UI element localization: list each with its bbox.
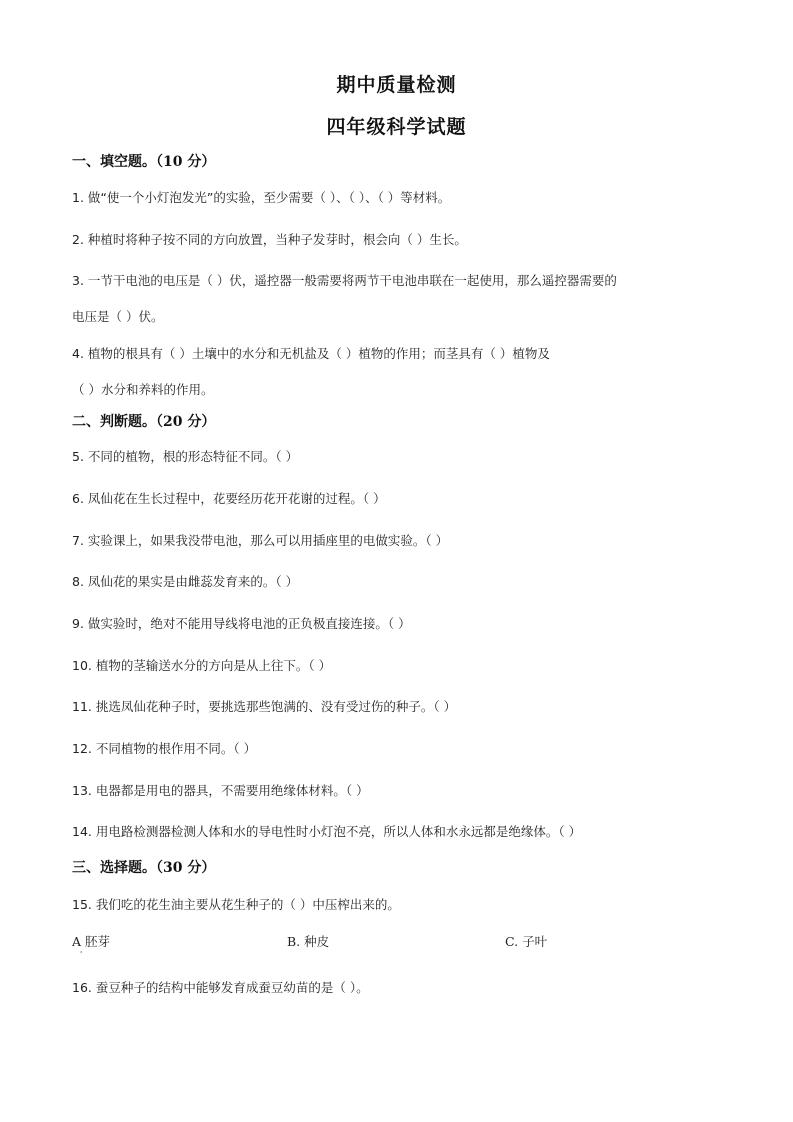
- stray-mark: ': [80, 950, 83, 959]
- question-text: 做“使一个小灯泡发光”的实验，至少需要（ ）、（ ）、（ ）等材料。: [87, 190, 451, 205]
- section-heading-fill-in: 一、填空题。（10 分）: [72, 154, 216, 170]
- question-3: [72, 271, 617, 289]
- document-title: 期中质量检测: [336, 74, 457, 96]
- section-heading-true-false: 二、判断题。（20 分）: [72, 414, 216, 430]
- question-number: 12.: [72, 741, 92, 756]
- question-7: [72, 531, 448, 549]
- question-12: [72, 739, 256, 757]
- question-number: 15.: [72, 897, 92, 912]
- question-number: 8.: [72, 574, 84, 589]
- question-text: 电压是（ ）伏。: [72, 309, 164, 324]
- question-6: [72, 489, 386, 507]
- question-text: 凤仙花的果实是由雌蕊发育来的。（ ）: [87, 574, 299, 589]
- question-4-continued: [72, 380, 213, 398]
- question-text: （ ）水分和养料的作用。: [72, 382, 214, 397]
- question-text: 植物的根具有（ ）土壤中的水分和无机盐及（ ）植物的作用；而茎具有（ ）植物及: [87, 346, 550, 361]
- question-10: [72, 656, 331, 674]
- option-a: A 胚芽: [72, 934, 111, 949]
- question-number: 6.: [72, 491, 84, 506]
- question-1: [72, 188, 450, 206]
- question-text: 凤仙花在生长过程中，花要经历花开花谢的过程。（ ）: [87, 491, 386, 506]
- option-b: B. 种皮: [287, 934, 330, 949]
- question-text: 实验课上，如果我没带电池，那么可以用插座里的电做实验。（ ）: [87, 533, 449, 548]
- question-8: [72, 572, 298, 590]
- question-4: [72, 344, 550, 362]
- question-number: 9.: [72, 616, 84, 631]
- section-heading-multiple-choice: 三、选择题。（30 分）: [72, 860, 216, 876]
- question-16: [72, 978, 369, 996]
- question-text: 蚕豆种子的结构中能够发育成蚕豆幼苗的是（ ）。: [95, 980, 369, 995]
- question-2: [72, 230, 467, 248]
- question-5: [72, 447, 298, 465]
- question-text: 我们吃的花生油主要从花生种子的（ ）中压榨出来的。: [95, 897, 400, 912]
- question-9: [72, 614, 411, 632]
- question-number: 7.: [72, 533, 84, 548]
- question-number: 1.: [72, 190, 84, 205]
- question-number: 2.: [72, 232, 84, 247]
- question-15: [72, 895, 400, 913]
- question-number: 13.: [72, 783, 92, 798]
- question-14: [72, 822, 581, 840]
- question-text: 电器都是用电的器具，不需要用绝缘体材料。（ ）: [95, 783, 369, 798]
- question-number: 10.: [72, 658, 92, 673]
- question-11: [72, 697, 456, 715]
- question-number: 4.: [72, 346, 84, 361]
- question-number: 11.: [72, 699, 92, 714]
- question-13: [72, 781, 369, 799]
- option-c: C. 子叶: [505, 934, 548, 949]
- question-text: 用电路检测器检测人体和水的导电性时小灯泡不亮，所以人体和水永远都是绝缘体。（ ）: [95, 824, 582, 839]
- question-text: 一节干电池的电压是（ ）伏，遥控器一般需要将两节干电池串联在一起使用，那么遥控器需要的: [87, 273, 617, 288]
- question-text: 不同的植物，根的形态特征不同。（ ）: [87, 449, 299, 464]
- question-text: 做实验时，绝对不能用导线将电池的正负极直接连接。（ ）: [87, 616, 411, 631]
- question-3-continued: [72, 307, 163, 325]
- question-text: 不同植物的根作用不同。（ ）: [95, 741, 257, 756]
- question-text: 植物的茎输送水分的方向是从上往下。（ ）: [95, 658, 332, 673]
- question-number: 14.: [72, 824, 92, 839]
- question-text: 挑选凤仙花种子时，要挑选那些饱满的、没有受过伤的种子。（ ）: [95, 699, 457, 714]
- question-number: 5.: [72, 449, 84, 464]
- question-text: 种植时将种子按不同的方向放置，当种子发芽时，根会向（ ）生长。: [87, 232, 467, 247]
- question-number: 3.: [72, 273, 84, 288]
- document-subtitle: 四年级科学试题: [326, 116, 467, 138]
- question-number: 16.: [72, 980, 92, 995]
